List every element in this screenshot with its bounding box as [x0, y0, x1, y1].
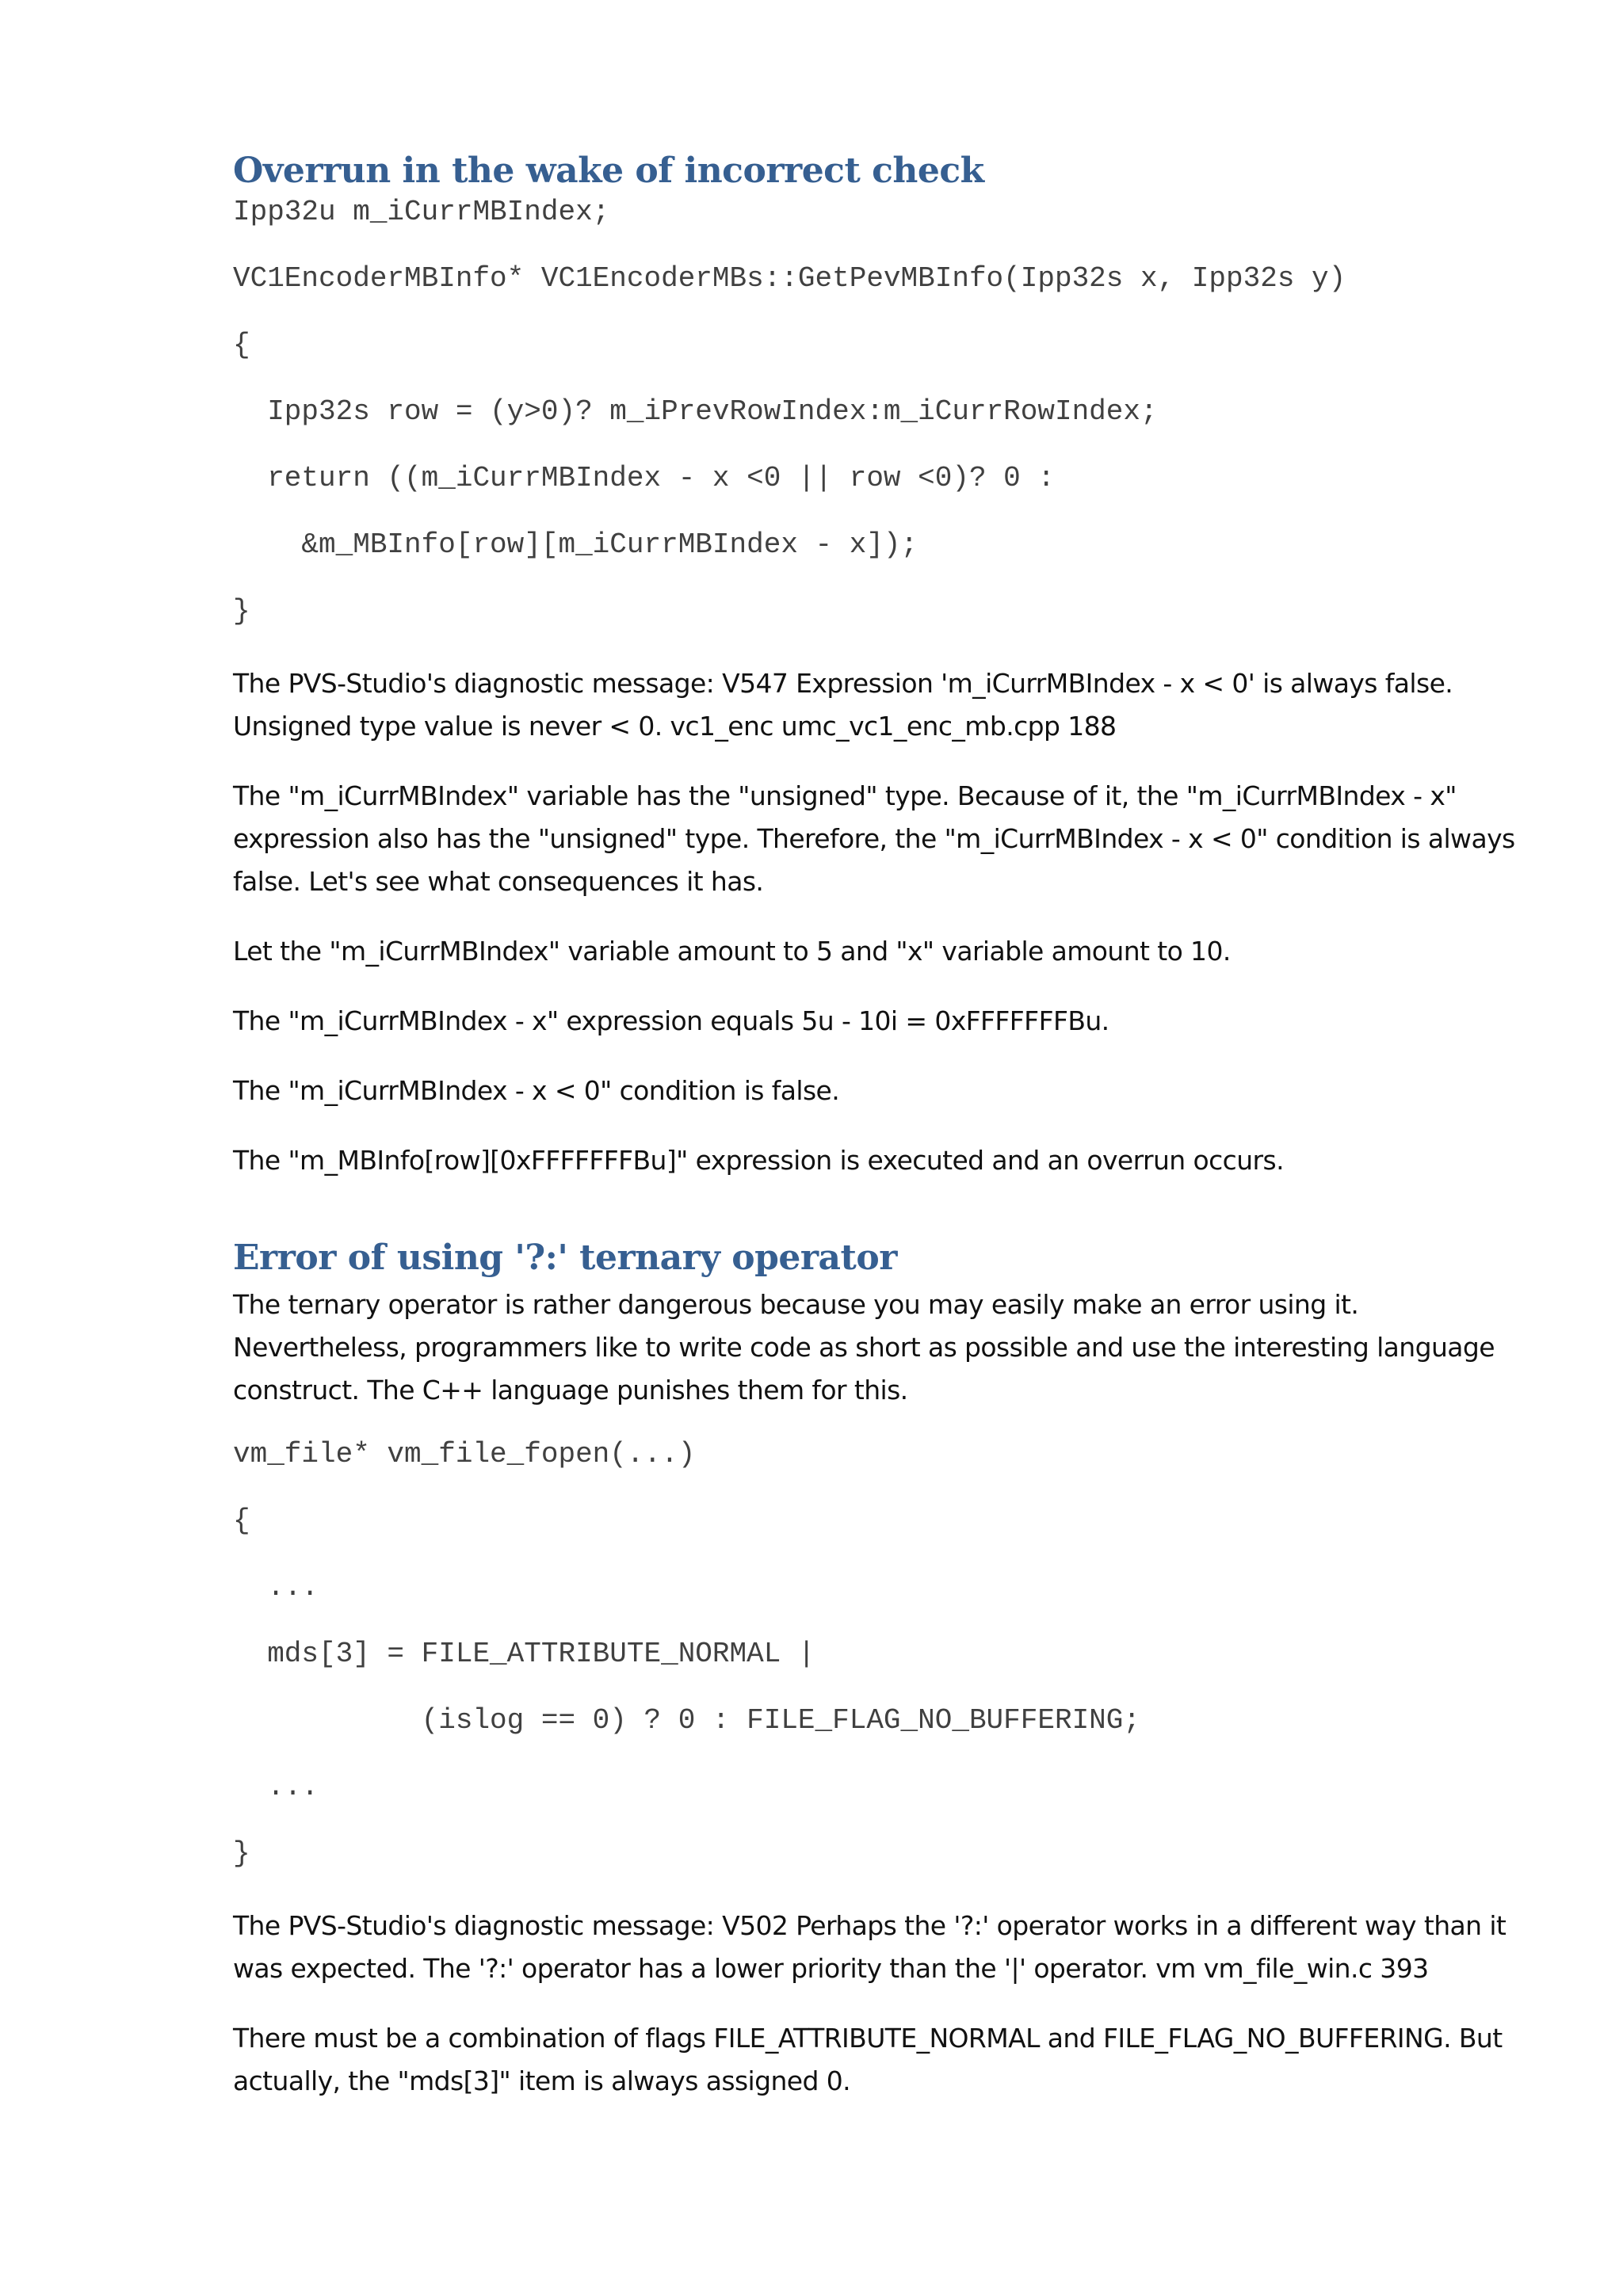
code-line: &m_MBInfo[row][m_iCurrMBIndex - x]);	[233, 528, 918, 561]
code-line: return ((m_iCurrMBIndex - x <0 || row <0)? 0 :	[233, 462, 1055, 494]
code-line: }	[233, 1837, 250, 1870]
body-paragraph: There must be a combination of flags FILE_ATTRIBUTE_NORMAL and FILE_FLAG_NO_BUFFERING. But actually, the "mds[3]" item is always assigned 0.	[233, 2023, 1503, 2096]
document-content	[233, 151, 1533, 2130]
code-line: ...	[233, 1771, 319, 1803]
code-line: VC1EncoderMBInfo* VC1EncoderMBs::GetPevMBInfo(Ipp32s x, Ipp32s y)	[233, 262, 1346, 295]
diagnostic-paragraph: The PVS-Studio's diagnostic message: V502 Perhaps the '?:' operator works in a different way than it was expected. The '?:' operator has a lower priority than the '|' operator. vm vm_file_win.c 393	[233, 1910, 1507, 1984]
code-line: {	[233, 1505, 250, 1537]
code-line: ...	[233, 1571, 319, 1604]
body-paragraph: The "m_iCurrMBIndex - x < 0" condition is false.	[233, 1075, 840, 1106]
body-paragraph: The "m_iCurrMBIndex - x" expression equals 5u - 10i = 0xFFFFFFFBu.	[233, 1005, 1109, 1036]
code-line: mds[3] = FILE_ATTRIBUTE_NORMAL |	[233, 1638, 815, 1670]
intro-paragraph: The ternary operator is rather dangerous because you may easily make an error using it. Nevertheless, programmers like to write code as short as possible and use the interesting language construct. The C++ language punishes them for this.	[233, 1289, 1495, 1405]
code-line: Ipp32u m_iCurrMBIndex;	[233, 196, 610, 228]
code-line: }	[233, 595, 250, 627]
section-heading-overrun: Overrun in the wake of incorrect check	[233, 151, 984, 191]
code-line: {	[233, 329, 250, 361]
section-heading-ternary: Error of using '?:' ternary operator	[233, 1238, 897, 1278]
code-line: vm_file* vm_file_fopen(...)	[233, 1438, 696, 1470]
body-paragraph: The "m_MBInfo[row][0xFFFFFFFBu]" expression is executed and an overrun occurs.	[233, 1145, 1284, 1176]
diagnostic-paragraph: The PVS-Studio's diagnostic message: V547 Expression 'm_iCurrMBIndex - x < 0' is always false. Unsigned type value is never < 0. vc1_enc umc_vc1_enc_mb.cpp 188	[233, 668, 1453, 742]
code-line: Ipp32s row = (y>0)? m_iPrevRowIndex:m_iCurrRowIndex;	[233, 395, 1158, 428]
body-paragraph: The "m_iCurrMBIndex" variable has the "unsigned" type. Because of it, the "m_iCurrMBIndex - x" expression also has the "unsigned" type. Therefore, the "m_iCurrMBIndex - x < 0" condition is always false. Let's see what consequences it has.	[233, 780, 1515, 897]
body-paragraph: Let the "m_iCurrMBIndex" variable amount to 5 and "x" variable amount to 10.	[233, 936, 1231, 967]
code-line: (islog == 0) ? 0 : FILE_FLAG_NO_BUFFERING;	[233, 1704, 1140, 1737]
